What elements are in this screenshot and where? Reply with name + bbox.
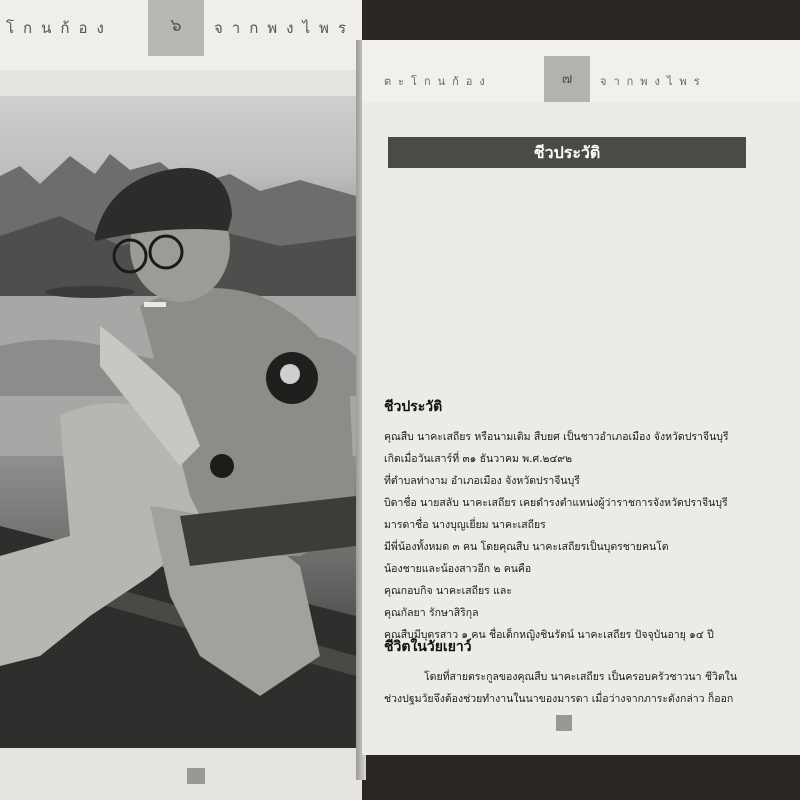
bio-line: บิดาชื่อ นายสลับ นาคะเสถียร เคยดำรงตำแหน่งผู้ว่าราชการจังหวัดปราจีนบุรี — [384, 497, 728, 509]
portrait-photo — [0, 96, 356, 748]
section-heading-youth: ชีวิตในวัยเยาว์ — [384, 639, 472, 655]
left-page — [0, 0, 362, 800]
youth-line: ช่วงปฐมวัยจึงต้องช่วยทำงานในนาของมารดา เมื่อว่างจากภาระดังกล่าว ก็ออก — [384, 693, 734, 705]
bio-line: เกิดเมื่อวันเสาร์ที่ ๓๑ ธันวาคม พ.ศ.๒๔๙๒ — [384, 453, 573, 465]
left-running-head-right: จากพงไพร — [214, 19, 355, 37]
bio-line: คุณกัลยา รักษาสิริกุล — [384, 607, 479, 619]
bio-line: ที่ตำบลท่างาม อำเภอเมือง จังหวัดปราจีนบุรี — [384, 475, 580, 487]
bio-line: คุณกอบกิจ นาคะเสถียร และ — [384, 585, 513, 597]
youth-line: โดยที่สายตระกูลของคุณสืบ นาคะเสถียร เป็นครอบครัวชาวนา ชีวิตใน — [424, 671, 737, 683]
right-running-head-left: ตะโกนก้อง — [384, 75, 492, 88]
section-heading-biography: ชีวประวัติ — [384, 399, 443, 415]
right-running-header — [362, 40, 800, 102]
photo-illustration — [0, 96, 356, 748]
left-running-header — [0, 0, 362, 70]
bio-line: คุณสืบ นาคะเสถียร หรือนามเดิม สืบยศ เป็นชาวอำเภอเมือง จังหวัดปราจีนบุรี — [384, 431, 729, 443]
right-page — [362, 40, 800, 755]
left-running-head-left: โกนก้อง — [6, 19, 113, 37]
bio-line: คุณสืบมีบุตรสาว ๑ คน ชื่อเด็กหญิงชินรัตน์ นาคะเสถียร ปัจจุบันอายุ ๑๔ ปี — [384, 629, 714, 641]
right-footer-marker — [556, 715, 572, 731]
left-footer-marker — [187, 768, 205, 784]
bio-line: มีพี่น้องทั้งหมด ๓ คน โดยคุณสืบ นาคะเสถียรเป็นบุตรชายคนโต — [384, 541, 669, 553]
bio-line: น้องชายและน้องสาวอีก ๒ คนคือ — [384, 563, 532, 575]
chapter-title-bar: ชีวประวัติ — [388, 137, 746, 168]
bio-line: มารดาชื่อ นางบุญเยี่ยม นาคะเสถียร — [384, 519, 546, 531]
left-page-number: ๖ — [148, 0, 204, 56]
right-running-head-right: จากพงไพร — [600, 75, 707, 88]
right-page-number: ๗ — [544, 56, 590, 102]
